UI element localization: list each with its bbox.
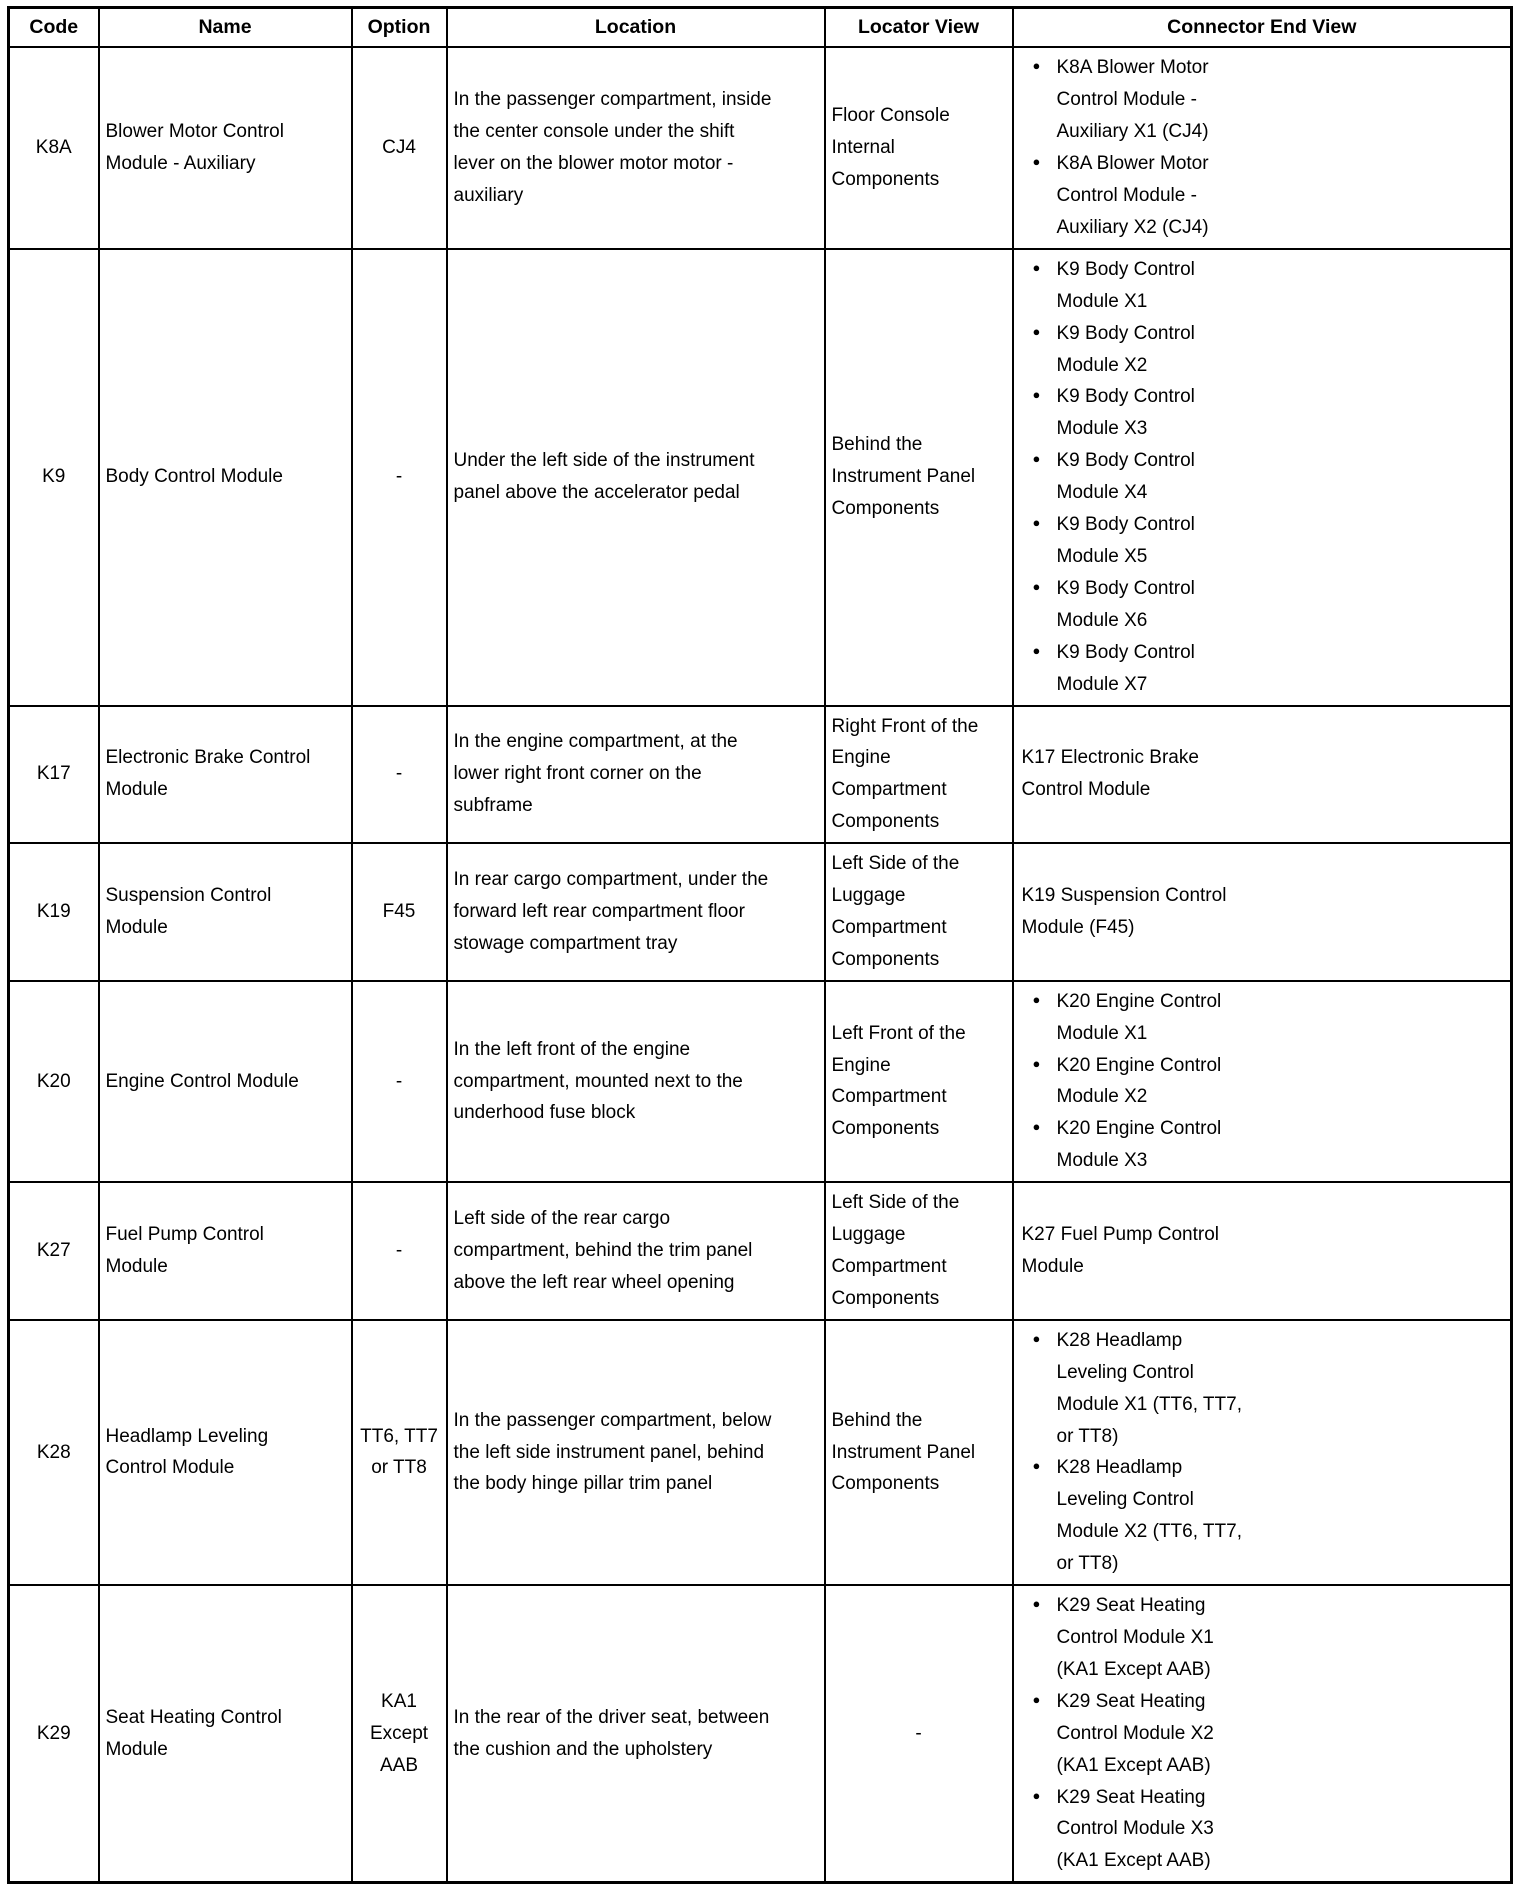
cell-locator-view: Left Side of the Luggage Compartment Components: [825, 1182, 1013, 1320]
cell-name: Engine Control Module: [99, 981, 352, 1182]
cell-option: -: [352, 249, 447, 706]
cell-code: K17: [9, 706, 99, 844]
connector-list-item: ● K28 Headlamp Leveling Control Module X1 (TT6, TT7, or TT8): [1032, 1325, 1249, 1453]
cell-code: K9: [9, 249, 99, 706]
table-row-k19: [9, 843, 1512, 981]
connector-end-view-content: [1018, 1325, 1507, 1580]
column-header-locator-view: Locator View: [825, 8, 1013, 48]
column-header-code: Code: [9, 8, 99, 48]
connector-list: [1018, 1325, 1249, 1580]
cell-connector-end-view: [1013, 706, 1512, 844]
connector-list: [1018, 254, 1249, 701]
table-row-k28: [9, 1320, 1512, 1585]
cell-location: In the rear of the driver seat, between the cushion and the upholstery: [447, 1585, 825, 1883]
cell-connector-end-view: [1013, 1320, 1512, 1585]
cell-connector-end-view: [1013, 981, 1512, 1182]
cell-option: F45: [352, 843, 447, 981]
connector-list-item: ● K20 Engine Control Module X3: [1032, 1113, 1249, 1177]
cell-name: Blower Motor Control Module - Auxiliary: [99, 47, 352, 248]
cell-location: In rear cargo compartment, under the forward left rear compartment floor stowage compartment tray: [447, 843, 825, 981]
cell-code: K19: [9, 843, 99, 981]
cell-locator-view: -: [825, 1585, 1013, 1883]
connector-end-view-content: [1018, 254, 1507, 701]
connector-list-item: ● K8A Blower Motor Control Module - Auxiliary X1 (CJ4): [1032, 52, 1249, 148]
connector-list-item: ● K8A Blower Motor Control Module - Auxiliary X2 (CJ4): [1032, 148, 1249, 244]
cell-option: KA1 Except AAB: [352, 1585, 447, 1883]
connector-list-item: ● K9 Body Control Module X3: [1032, 381, 1249, 445]
connector-list-item: ● K29 Seat Heating Control Module X2 (KA1 Except AAB): [1032, 1686, 1249, 1782]
table-row-k9: [9, 249, 1512, 706]
connector-list-item: ● K9 Body Control Module X1: [1032, 254, 1249, 318]
connector-end-view-content: [1018, 986, 1507, 1177]
connector-list: [1018, 1590, 1249, 1877]
cell-name: Headlamp Leveling Control Module: [99, 1320, 352, 1585]
cell-location: In the passenger compartment, below the left side instrument panel, behind the body hinge pillar trim panel: [447, 1320, 825, 1585]
cell-code: K27: [9, 1182, 99, 1320]
connector-list: [1018, 52, 1249, 243]
cell-option: -: [352, 981, 447, 1182]
connector-end-view-content: [1018, 1219, 1507, 1283]
column-header-connector-end-view: Connector End View: [1013, 8, 1512, 48]
cell-location: Under the left side of the instrument panel above the accelerator pedal: [447, 249, 825, 706]
electrical-component-table: [7, 6, 1513, 1884]
connector-text: K27 Fuel Pump Control Module: [1021, 1224, 1219, 1278]
cell-connector-end-view: [1013, 843, 1512, 981]
cell-name: Fuel Pump Control Module: [99, 1182, 352, 1320]
connector-list-item: ● K29 Seat Heating Control Module X1 (KA1 Except AAB): [1032, 1590, 1249, 1686]
table-row-k8a: [9, 47, 1512, 248]
cell-location: In the engine compartment, at the lower right front corner on the subframe: [447, 706, 825, 844]
column-header-name: Name: [99, 8, 352, 48]
cell-locator-view: Left Front of the Engine Compartment Components: [825, 981, 1013, 1182]
connector-list-item: ● K9 Body Control Module X7: [1032, 637, 1249, 701]
table-row-k17: [9, 706, 1512, 844]
cell-name: Seat Heating Control Module: [99, 1585, 352, 1883]
header-row: [9, 8, 1512, 48]
column-header-location: Location: [447, 8, 825, 48]
cell-option: -: [352, 1182, 447, 1320]
connector-list: [1018, 986, 1249, 1177]
cell-location: In the left front of the engine compartment, mounted next to the underhood fuse block: [447, 981, 825, 1182]
connector-list-item: ● K9 Body Control Module X2: [1032, 318, 1249, 382]
cell-locator-view: Right Front of the Engine Compartment Components: [825, 706, 1013, 844]
connector-list-item: ● K9 Body Control Module X5: [1032, 509, 1249, 573]
cell-locator-view: Floor Console Internal Components: [825, 47, 1013, 248]
connector-end-view-content: [1018, 742, 1507, 806]
cell-name: Suspension Control Module: [99, 843, 352, 981]
connector-list-item: ● K28 Headlamp Leveling Control Module X2 (TT6, TT7, or TT8): [1032, 1452, 1249, 1580]
connector-text: K19 Suspension Control Module (F45): [1021, 885, 1227, 938]
connector-end-view-content: [1018, 880, 1507, 944]
cell-connector-end-view: [1013, 1585, 1512, 1883]
cell-name: Body Control Module: [99, 249, 352, 706]
table-row-k27: [9, 1182, 1512, 1320]
cell-code: K8A: [9, 47, 99, 248]
connector-end-view-content: [1018, 1590, 1507, 1877]
cell-locator-view: Behind the Instrument Panel Components: [825, 249, 1013, 706]
connector-list-item: ● K20 Engine Control Module X1: [1032, 986, 1249, 1050]
cell-locator-view: Behind the Instrument Panel Components: [825, 1320, 1013, 1585]
table-body: [9, 47, 1512, 1882]
connector-list-item: ● K29 Seat Heating Control Module X3 (KA1 Except AAB): [1032, 1782, 1249, 1878]
cell-connector-end-view: [1013, 1182, 1512, 1320]
cell-location: In the passenger compartment, inside the center console under the shift lever on the blower motor motor - auxiliary: [447, 47, 825, 248]
table-row-k20: [9, 981, 1512, 1182]
cell-name: Electronic Brake Control Module: [99, 706, 352, 844]
cell-code: K29: [9, 1585, 99, 1883]
cell-code: K28: [9, 1320, 99, 1585]
connector-list-item: ● K9 Body Control Module X6: [1032, 573, 1249, 637]
cell-option: CJ4: [352, 47, 447, 248]
cell-option: -: [352, 706, 447, 844]
cell-option: TT6, TT7 or TT8: [352, 1320, 447, 1585]
cell-locator-view: Left Side of the Luggage Compartment Components: [825, 843, 1013, 981]
column-header-option: Option: [352, 8, 447, 48]
cell-code: K20: [9, 981, 99, 1182]
connector-list-item: ● K9 Body Control Module X4: [1032, 445, 1249, 509]
cell-connector-end-view: [1013, 249, 1512, 706]
cell-location: Left side of the rear cargo compartment, behind the trim panel above the left rear wheel opening: [447, 1182, 825, 1320]
connector-end-view-content: [1018, 52, 1507, 243]
connector-text: K17 Electronic Brake Control Module: [1021, 747, 1199, 801]
table-row-k29: [9, 1585, 1512, 1883]
connector-list-item: ● K20 Engine Control Module X2: [1032, 1050, 1249, 1114]
cell-connector-end-view: [1013, 47, 1512, 248]
